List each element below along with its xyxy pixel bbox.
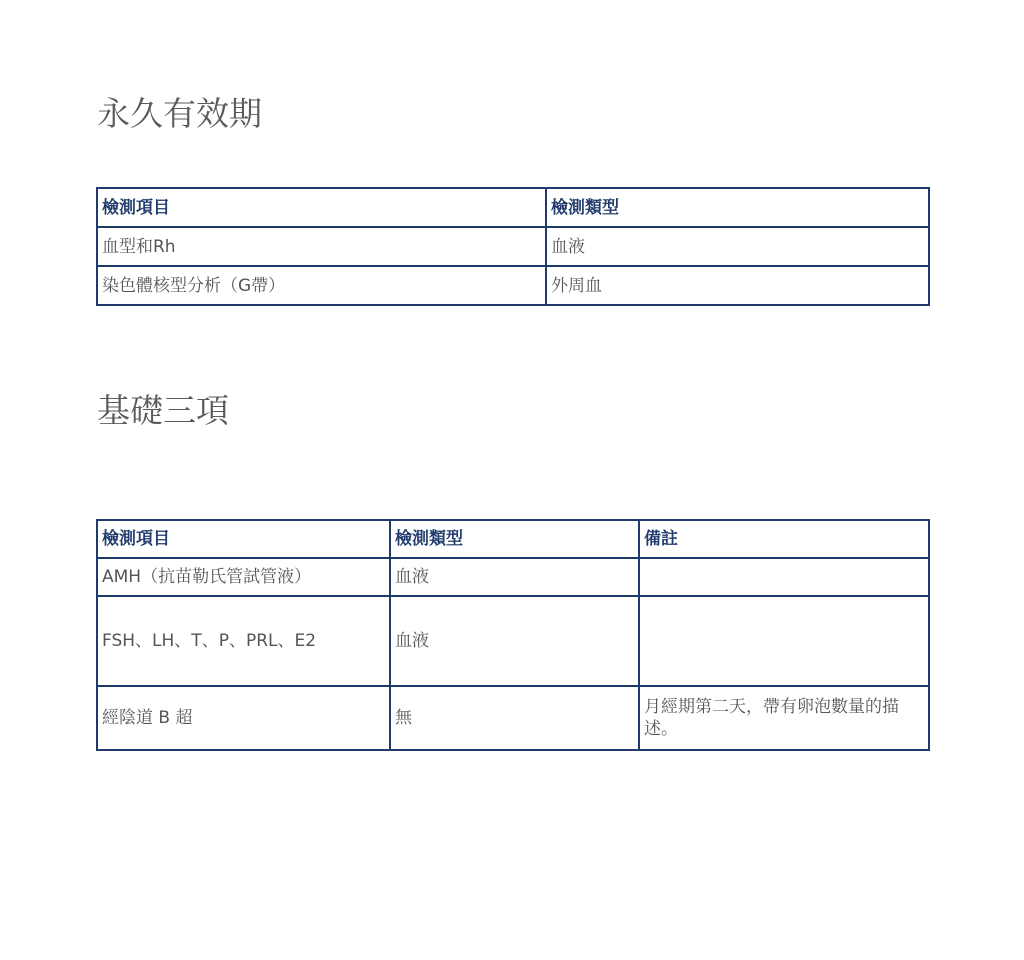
basic-three-table: [96, 519, 930, 751]
cell-test-item: 經陰道 B 超: [97, 686, 390, 750]
cell-test-type: 血液: [390, 558, 639, 596]
header-test-item: 檢測項目: [97, 188, 546, 227]
table-row: [97, 596, 929, 686]
cell-test-item: AMH（抗苗勒氏管試管液）: [97, 558, 390, 596]
cell-test-item: 血型和Rh: [97, 227, 546, 266]
header-test-type: 檢測類型: [390, 520, 639, 558]
permanent-validity-table: [96, 187, 930, 306]
section-title-basic-three: 基礎三項: [97, 391, 229, 430]
table-header-row: [97, 188, 929, 227]
table-header-row: [97, 520, 929, 558]
cell-test-type: 血液: [546, 227, 929, 266]
cell-test-type: 外周血: [546, 266, 929, 305]
cell-remarks: 月經期第二天，帶有卵泡數量的描述。: [639, 686, 929, 750]
table-row: [97, 558, 929, 596]
cell-remarks: [639, 558, 929, 596]
cell-test-type: 血液: [390, 596, 639, 686]
table-row: [97, 227, 929, 266]
header-remarks: 備註: [639, 520, 929, 558]
cell-test-type: 無: [390, 686, 639, 750]
section-title-permanent-validity: 永久有效期: [97, 94, 262, 133]
table-row: [97, 266, 929, 305]
cell-test-item: 染色體核型分析（G帶）: [97, 266, 546, 305]
table-row: [97, 686, 929, 750]
header-test-type: 檢測類型: [546, 188, 929, 227]
cell-test-item: FSH、LH、T、P、PRL、E2: [97, 596, 390, 686]
header-test-item: 檢測項目: [97, 520, 390, 558]
cell-remarks: [639, 596, 929, 686]
